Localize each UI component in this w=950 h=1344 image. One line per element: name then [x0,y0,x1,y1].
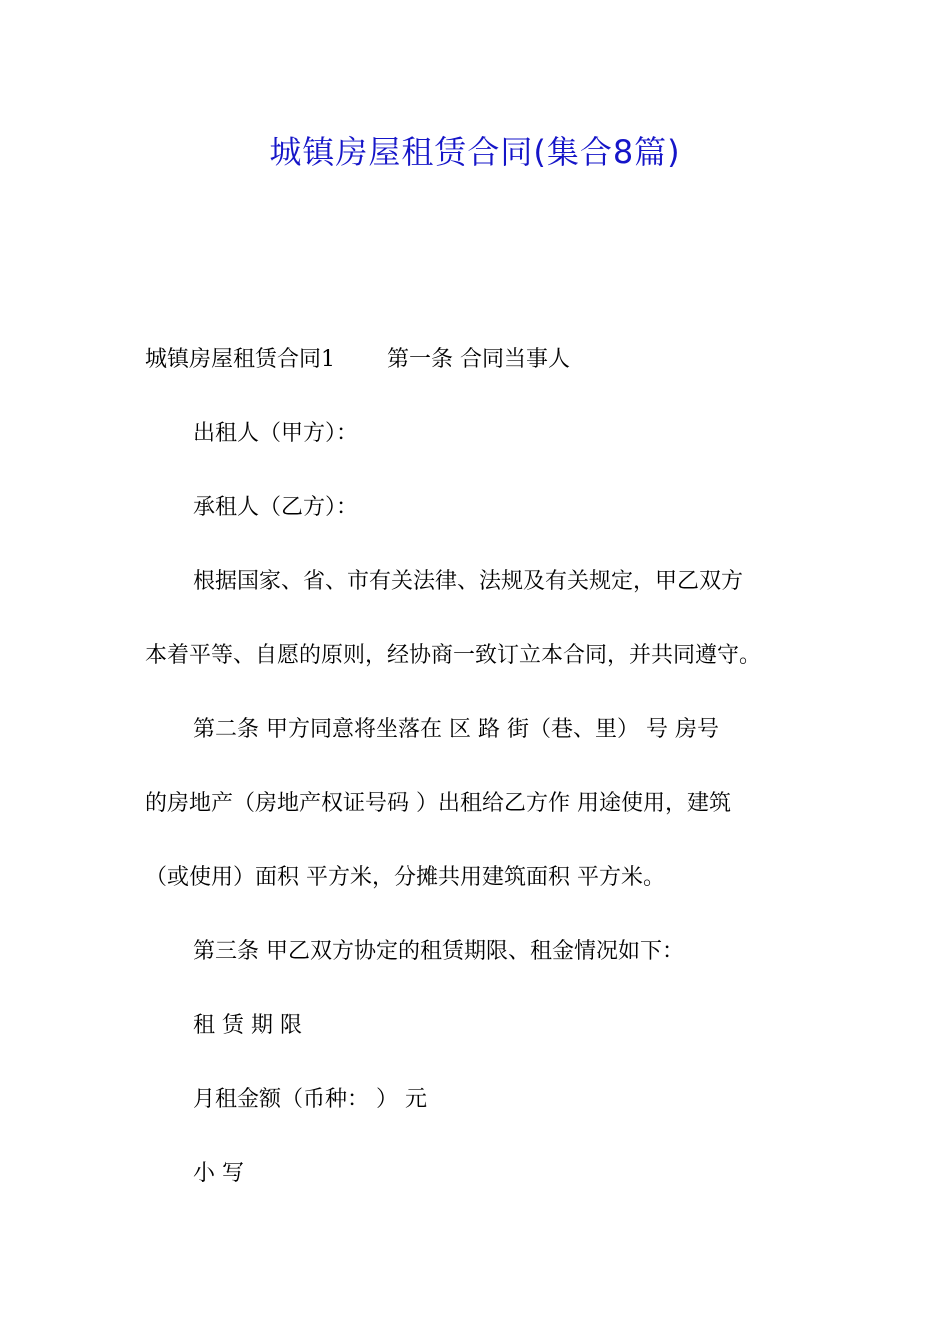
paragraph-line: 第三条 甲乙双方协定的租赁期限、租金情况如下： [193,939,684,964]
paragraph-line: 月租金额（币种： ） 元 [193,1087,427,1112]
document-body [145,337,810,1225]
paragraph-line: （或使用）面积 平方米，分摊共用建筑面积 平方米。 [145,865,665,890]
paragraph-line: 小 写 [193,1161,244,1186]
paragraph-line: 承租人（乙方）： [193,495,359,520]
paragraph-line: 本着平等、自愿的原则，经协商一致订立本合同，并共同遵守。 [145,643,762,668]
contract-heading: 城镇房屋租赁合同1 [145,347,335,372]
paragraph-line: 租 赁 期 限 [193,1013,302,1038]
paragraph-line: 出租人（甲方）： [193,421,359,446]
paragraph-line [145,337,810,411]
article-heading: 第一条 合同当事人 [387,347,570,372]
paragraph-line: 第二条 甲方同意将坐落在 区 路 街（巷、里） 号 房号 [193,717,719,742]
paragraph-line: 的房地产（房地产权证号码 ）出租给乙方作 用途使用，建筑 [145,791,731,816]
paragraph-line: 根据国家、省、市有关法律、法规及有关规定，甲乙双方 [193,569,744,594]
document-title: 城镇房屋租赁合同(集合8篇) [269,133,681,171]
